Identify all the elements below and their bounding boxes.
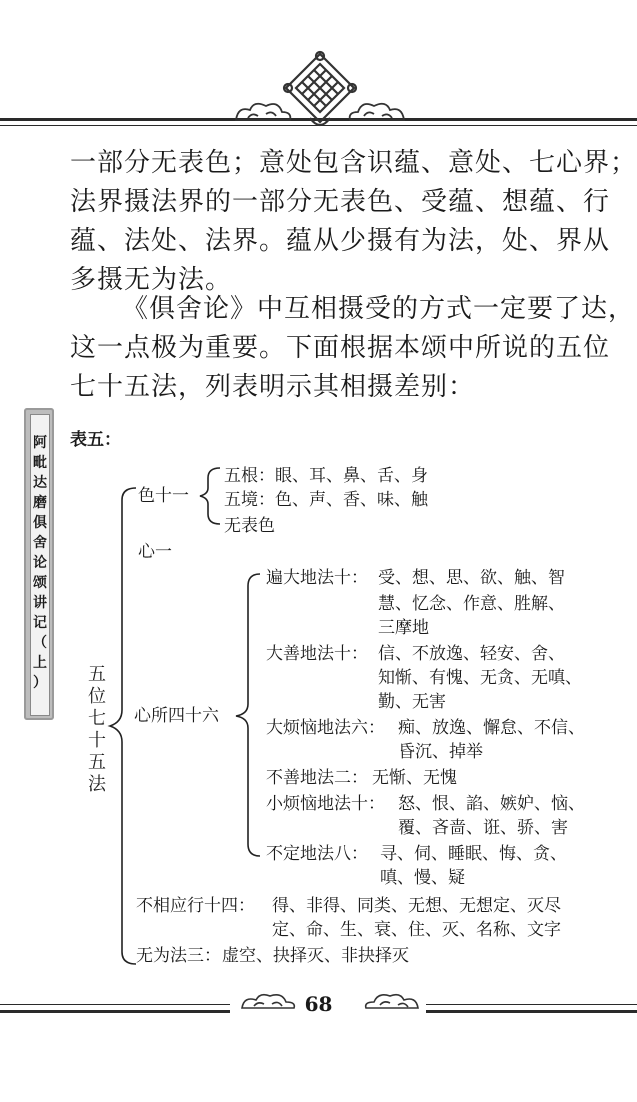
body-line: 这一点极为重要。下面根据本颂中所说的五位 [70,333,611,363]
xinsuo-group-label: 小烦恼地法十： [266,794,385,814]
xinsuo-group-label: 大烦恼地法六： [266,718,385,738]
xinsuo-group-label: 大善地法十： [266,644,368,664]
se-item: 五境：色、声、香、味、触 [224,490,428,510]
xinsuo-group-line: 知惭、有愧、无贪、无嗔、 [378,668,582,688]
xinsuo-group-line: 三摩地 [378,618,429,638]
xinsuo-group-line: 无惭、无愧 [372,768,457,788]
side-title-char: 俱 [33,515,47,531]
side-title-char: 记 [33,615,47,631]
se-item: 五根：眼、耳、鼻、舌、身 [224,466,428,486]
root-char: 位 [88,686,106,707]
xinsuo-group-label: 不善地法二： [266,768,368,788]
root-char: 五 [88,752,106,773]
xinsuo-bracket [236,574,260,856]
se-bracket [200,468,220,524]
buxiangying-label: 不相应行十四： [136,896,255,916]
xinsuo-group-label: 遍大地法十： [266,568,368,588]
xinsuo-group-line: 受、想、思、欲、触、智 [378,568,565,588]
side-title-char: 讲 [33,595,47,611]
xinsuo-group-line: 寻、伺、睡眠、悔、贪、 [380,844,567,864]
buxiangying-line: 定、命、生、衰、住、灭、名称、文字 [272,920,561,940]
body-line: 法界摄法界的一部分无表色、受蕴、想蕴、行 [70,187,611,217]
xinsuo-group-line: 覆、吝啬、诳、骄、害 [398,818,568,838]
main-bracket [110,488,136,964]
se-label: 色十一 [138,486,189,506]
side-title-char: 上 [33,655,47,671]
side-title-char: 颂 [33,575,47,591]
xinsuo-group-line: 信、不放逸、轻安、舍、 [378,644,565,664]
body-line: 蕴、法处、法界。蕴从少摄有为法，处、界从 [70,226,611,256]
root-label [86,664,108,796]
side-title-char: 舍 [33,535,47,551]
page-number: 68 [304,992,333,1016]
xinsuo-group-line: 慧、忆念、作意、胜解、 [378,594,565,614]
body-line: 多摄无为法。 [70,265,233,295]
body-line: 《俱舍论》中互相摄受的方式一定要了达， [122,294,636,324]
se-item: 无表色 [224,516,275,536]
root-char: 七 [88,708,106,729]
xinsuo-group-line: 痴、放逸、懈怠、不信、 [398,718,585,738]
side-title-char: 论 [33,555,47,571]
side-title-char: 毗 [33,455,47,471]
root-char: 十 [88,730,106,751]
body-line: 七十五法，列表明示其相摄差别： [70,372,476,402]
root-char: 法 [88,774,106,795]
table-label: 表五： [70,430,121,450]
xinsuo-group-line: 勤、无害 [378,692,446,712]
xinsuo-group-line: 昏沉、掉举 [398,742,483,762]
side-title-char: 阿 [33,435,47,451]
body-line: 一部分无表色；意处包含识蕴、意处、七心界； [70,148,637,178]
root-char: 五 [88,664,106,685]
wuwei-line: 虚空、抉择灭、非抉择灭 [222,946,409,966]
side-title-char: 磨 [33,495,47,511]
xin-label: 心一 [138,542,172,562]
side-title-char: 达 [33,475,47,491]
side-title-char: （ [33,635,47,651]
xinsuo-label: 心所四十六 [134,706,219,726]
xinsuo-group-label: 不定地法八： [266,844,368,864]
buxiangying-line: 得、非得、同类、无想、无想定、灭尽 [272,896,561,916]
xinsuo-group-line: 嗔、慢、疑 [380,868,465,888]
side-title-char: ） [33,675,47,691]
xinsuo-group-line: 怒、恨、諂、嫉妒、恼、 [398,794,585,814]
wuwei-label: 无为法三： [136,946,221,966]
